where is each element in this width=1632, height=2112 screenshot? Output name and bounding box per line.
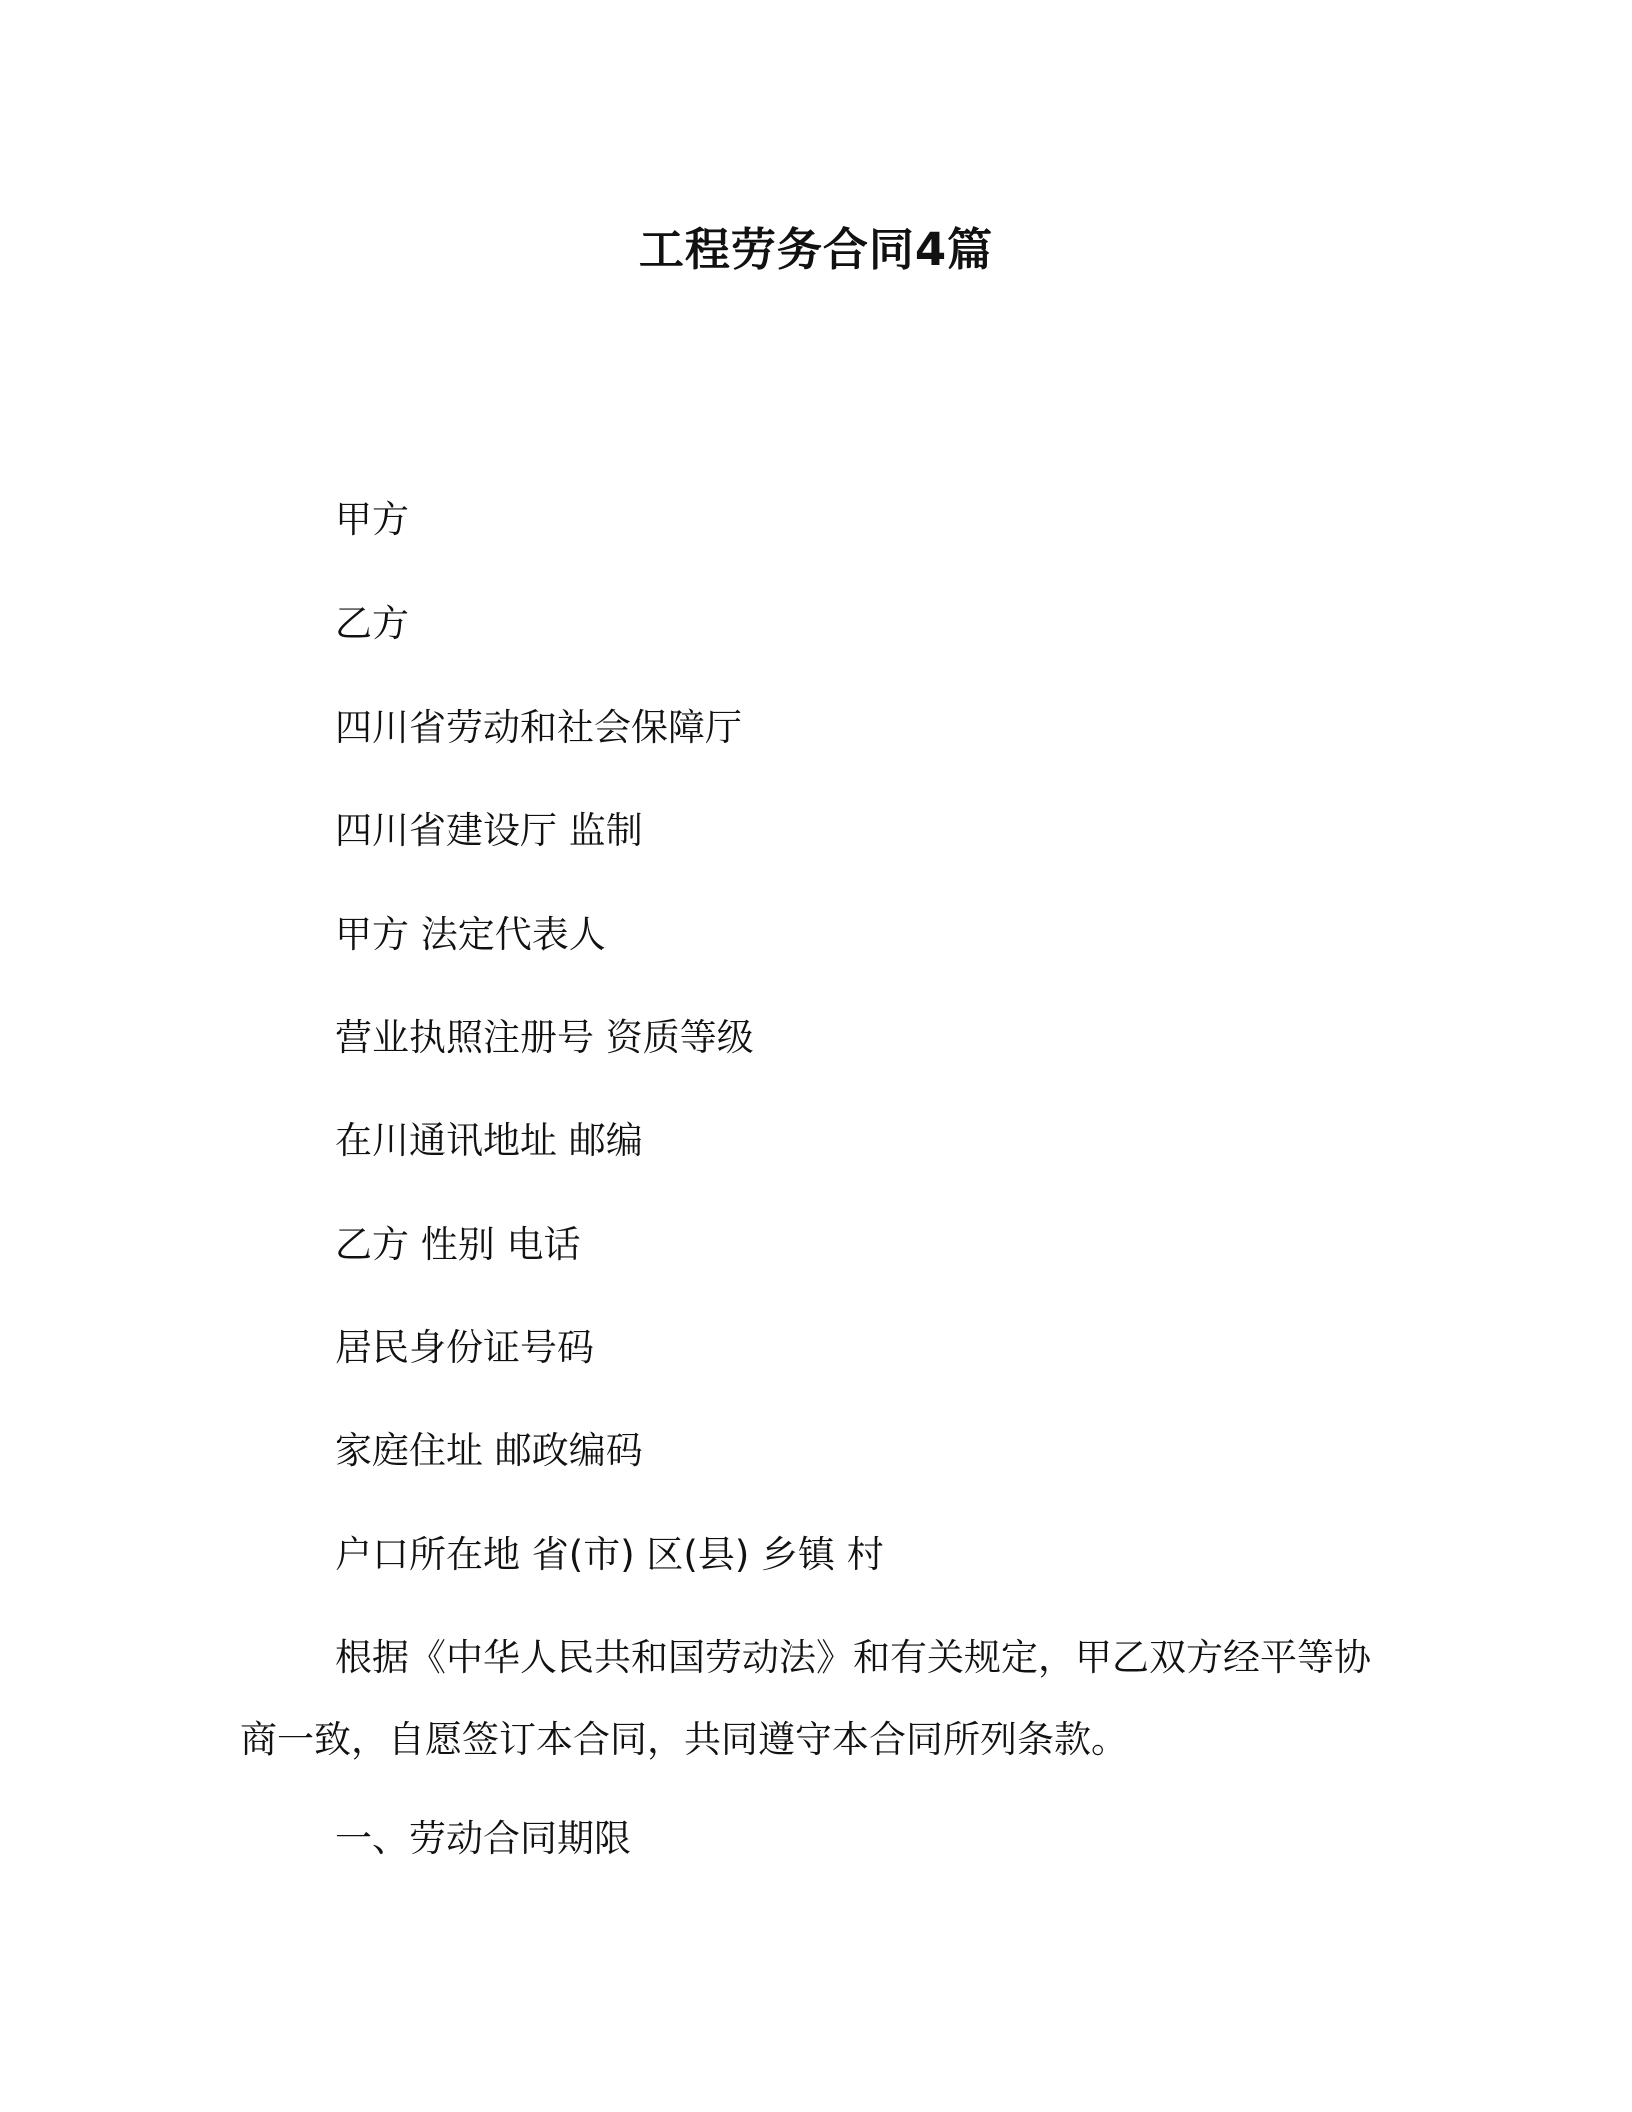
line-party-b-gender-phone: 乙方 性别 电话: [335, 1223, 581, 1266]
line-business-license: 营业执照注册号 资质等级: [335, 1016, 754, 1059]
line-id-number: 居民身份证号码: [335, 1326, 594, 1369]
document-title: 工程劳务合同4篇: [638, 223, 994, 276]
line-party-b: 乙方: [335, 602, 409, 645]
body-paragraph: [240, 1617, 1390, 1781]
line-legal-representative: 甲方 法定代表人: [335, 913, 606, 956]
line-labor-department: 四川省劳动和社会保障厅: [335, 706, 742, 749]
line-home-address: 家庭住址 邮政编码: [335, 1429, 643, 1472]
line-household-registration: 户口所在地 省(市) 区(县) 乡镇 村: [335, 1533, 884, 1576]
paragraph-text: 根据《中华人民共和国劳动法》和有关规定，甲乙双方经平等协商一致，自愿签订本合同，共同遵守本合同所列条款。: [240, 1636, 1371, 1761]
section-heading: 一、劳动合同期限: [335, 1817, 631, 1860]
line-party-a: 甲方: [335, 498, 409, 541]
line-address: 在川通讯地址 邮编: [335, 1119, 643, 1162]
line-construction-department: 四川省建设厅 监制: [335, 809, 643, 852]
